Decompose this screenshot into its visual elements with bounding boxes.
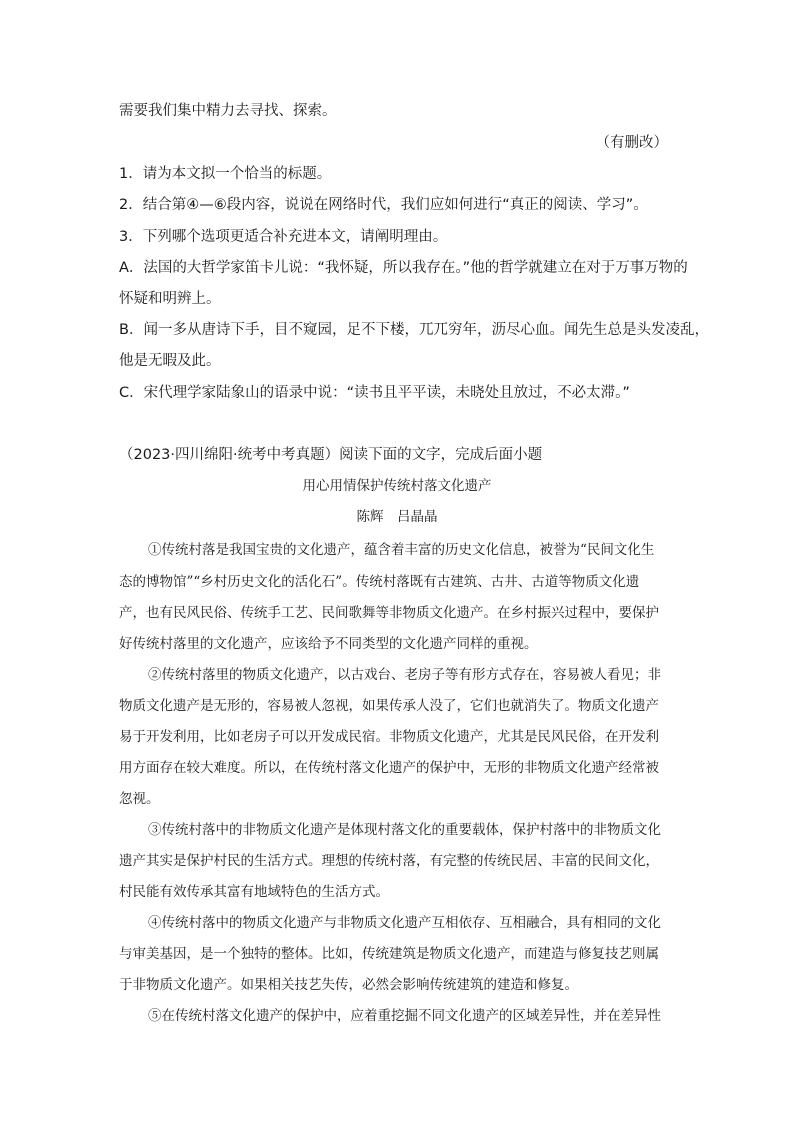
paragraph-3-line: ③传统村落中的非物质文化遗产是体现村落文化的重要载体，保护村落中的非物质文化 [148, 822, 661, 838]
option-c: C．宋代理学家陆象山的语录中说：“读书且平平读，未晓处且放过，不必太滞。” [119, 385, 630, 401]
paragraph-2-line: 物质文化遗产是无形的，容易被人忽视，如果传承人没了，它们也就消失了。物质文化遗产 [119, 698, 659, 714]
article-authors: 陈辉 吕晶晶 [356, 509, 438, 525]
paragraph-1-line: 产，也有民风民俗、传统手工艺、民间歌舞等非物质文化遗产。在乡村振兴过程中，要保护 [119, 605, 659, 621]
exam-heading: （2023·四川绵阳·统考中考真题）阅读下面的文字，完成后面小题 [119, 447, 543, 463]
paragraph-2-line: ②传统村落里的物质文化遗产，以古戏台、老房子等有形方式存在，容易被人看见；非 [148, 667, 661, 683]
paragraph-3-line: 遗产其实是保护村民的生活方式。理想的传统村落，有完整的传统民居、丰富的民间文化， [119, 853, 659, 869]
question-1: 1．请为本文拟一个恰当的标题。 [119, 166, 332, 182]
paragraph-1-line: 好传统村落里的文化遗产，应该给予不同类型的文化遗产同样的重视。 [119, 636, 538, 652]
question-2: 2．结合第④—⑥段内容，说说在网络时代，我们应如何进行“真正的阅读、学习”。 [119, 197, 648, 213]
option-b-line-1: B．闻一多从唐诗下手，目不窥园，足不下楼，兀兀穷年，沥尽心血。闻先生总是头发凌乱， [119, 322, 709, 338]
option-b-line-2: 他是无暇及此。 [119, 353, 221, 369]
paragraph-1-line: ①传统村落是我国宝贵的文化遗产，蕴含着丰富的历史文化信息，被誉为“民间文化生 [148, 542, 655, 558]
previous-article-tail: 需要我们集中精力去寻找、探索。 [119, 103, 337, 119]
paragraph-3-line: 村民能有效传承其富有地域特色的生活方式。 [119, 884, 389, 900]
option-a-line-1: A．法国的大哲学家笛卡儿说：“我怀疑，所以我存在。”他的哲学就建立在对于万事万物的 [119, 260, 688, 276]
paragraph-2-line: 易于开发利用，比如老房子可以开发成民宿。非物质文化遗产，尤其是民风民俗，在开发利 [119, 729, 659, 745]
paragraph-2-line: 忽视。 [119, 791, 160, 807]
paragraph-1-line: 态的博物馆”“乡村历史文化的活化石”。传统村落既有古建筑、古井、古道等物质文化遗 [119, 574, 640, 590]
source-note: （有删改） [595, 135, 668, 151]
article-title: 用心用情保护传统村落文化遗产 [302, 478, 492, 494]
paragraph-4-line: 与审美基因，是一个独特的整体。比如，传统建筑是物质文化遗产，而建造与修复技艺则属 [119, 946, 659, 962]
paragraph-5-line: ⑤在传统村落文化遗产的保护中，应着重挖掘不同文化遗产的区域差异性，并在差异性 [148, 1008, 661, 1024]
paragraph-4-line: 于非物质文化遗产。如果相关技艺失传，必然会影响传统建筑的建造和修复。 [119, 977, 578, 993]
question-3: 3．下列哪个选项更适合补充进本文，请阐明理由。 [119, 229, 448, 245]
paragraph-4-line: ④传统村落中的物质文化遗产与非物质文化遗产互相依存、互相融合，具有相同的文化 [148, 915, 661, 931]
option-a-line-2: 怀疑和明辨上。 [119, 291, 221, 307]
paragraph-2-line: 用方面存在较大难度。所以，在传统村落文化遗产的保护中，无形的非物质文化遗产经常被 [119, 760, 659, 776]
